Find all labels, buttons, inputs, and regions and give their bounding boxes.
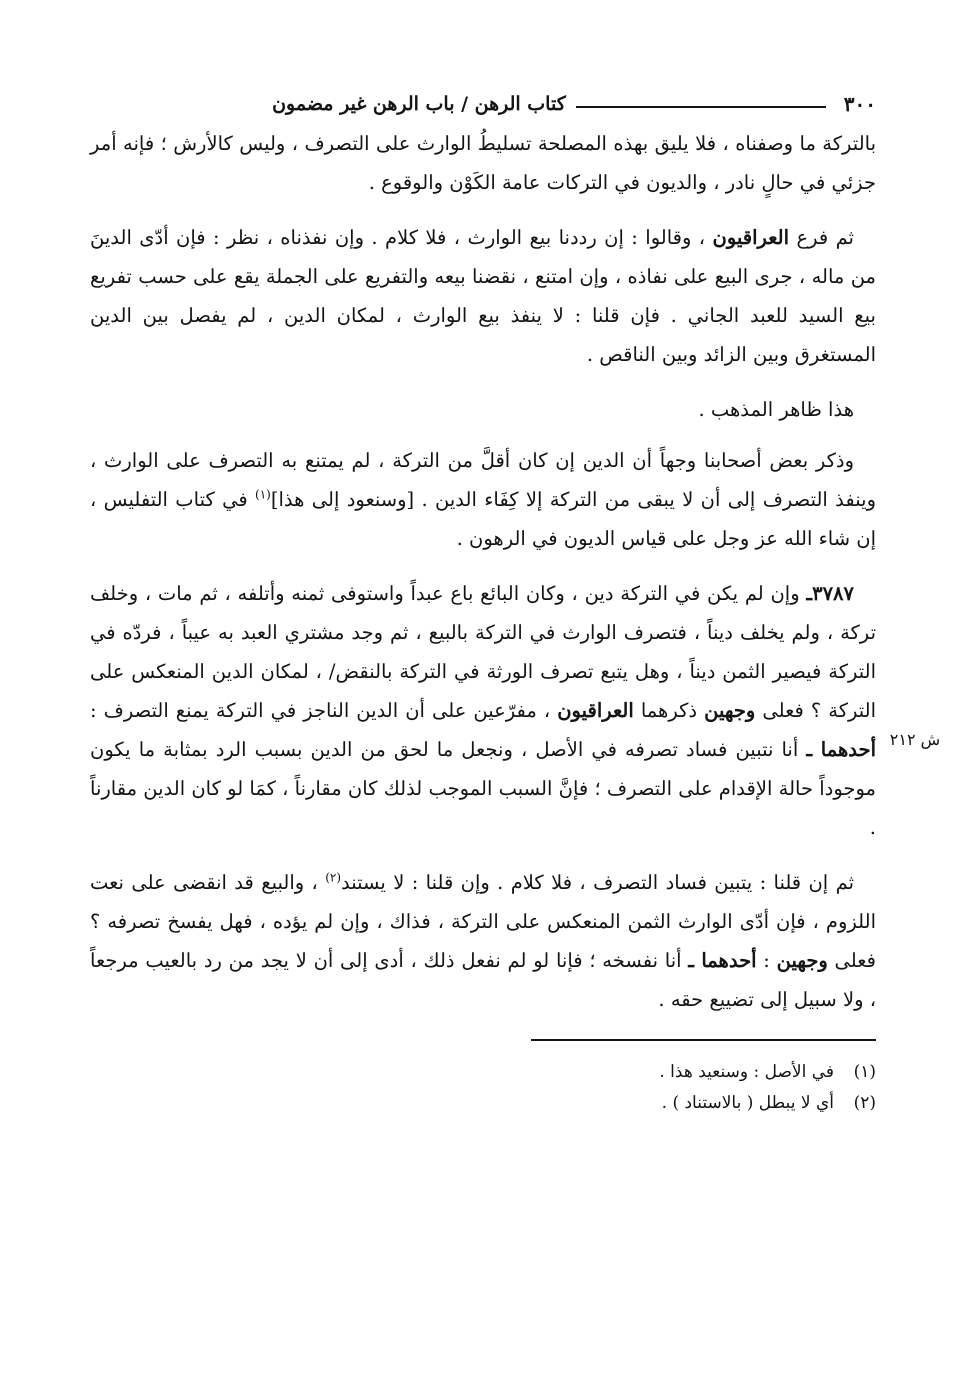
paragraph-text: ذكرهما (633, 699, 705, 722)
footnote-text: في الأصل : وسنعيد هذا . (659, 1062, 834, 1082)
paragraph-5 (90, 574, 876, 847)
bold-term: العراقيون (557, 699, 634, 722)
footnote-ref-1: (١) (255, 487, 271, 502)
paragraph-text: وإن لم يكن في التركة دين ، وكان البائع باع عبداً واستوفى ثمنه وأتلفه ، ثم مات ، وخلف تركة ، ولم يخلف ديناً ، فتصرف الوارث في التركة بالبيع ، ثم وجد مشتري العبد به عيباً ، فردّه في التركة فيصير الثمن ديناً ، وهل يتبع تصرف الورثة في التركة بالنقض/ ، لمكان الدين المنعكس على التركة ؟ فعلى (90, 582, 876, 722)
paragraph-text: في كتاب التفليس ، إن شاء الله عز وجل على قياس الديون في الرهون . (90, 488, 876, 550)
paragraph-3 (90, 390, 876, 429)
bold-term: وجهين (704, 699, 756, 722)
bold-term: العراقيون (712, 226, 790, 249)
footnotes (90, 1057, 876, 1119)
page-number: ٣٠٠ (843, 92, 876, 116)
paragraph-5-wrap (90, 574, 941, 847)
paragraph-text: ، وقالوا : إن رددنا بيع الوارث ، فلا كلام . وإن نفذناه ، نظر : فإن أدّى الدينَ من ماله ، جرى البيع على نفاذه ، وإن امتنع ، نقضنا بيعه والتفريع على الجملة يقع على حسب تفريع بيع السيد للعبد الجاني . فإن قلنا : لا ينفذ بيع الوارث ، لمكان الدين ، لم يفصل بين الدين المستغرق وبين الزائد وبين الناقص . (90, 226, 876, 366)
paragraph-text: هذا ظاهر المذهب . (698, 398, 854, 421)
paragraph-text: ، والبيع قد انقضى على نعت اللزوم ، فإن أدّى الوارث الثمن المنعكس على التركة ، فذاك ، وإن لم يؤده ، فهل يفسخ تصرفه ؟ فعلى (90, 871, 876, 972)
footnote-2 (90, 1088, 876, 1119)
footnote-number: (٢) (853, 1093, 876, 1113)
paragraph-text: ثم إن قلنا : يتبين فساد التصرف ، فلا كلام . وإن قلنا : لا يستند (341, 871, 855, 894)
paragraph-text: : (756, 949, 777, 972)
paragraph-text: ، مفرّعين على أن الدين الناجز في التركة يمنع التصرف : (90, 699, 558, 722)
paragraph-text: أنا نفسخه ؛ فإنا لو لم نفعل ذلك ، أدى إلى أن لا يجد من رد بالعيب مرجعاً ، ولا سبيل إلى تضييع حقه . (90, 949, 876, 1011)
paragraph-2 (90, 218, 876, 374)
page-body (90, 124, 941, 1019)
bold-term: وجهين (776, 949, 828, 972)
margin-note: ش ٢١٢ (889, 730, 941, 749)
paragraph-text: بالتركة ما وصفناه ، فلا يليق بهذه المصلحة تسليطُ الوارث على التصرف ، وليس كالأرش ؛ فإنه أمر جزئي في حالٍ نادر ، والديون في التركات عامة الكَوْن والوقوع . (90, 132, 876, 194)
footnote-ref-2: (٢) (325, 870, 342, 885)
paragraph-4 (90, 441, 876, 558)
footnote-number: (١) (853, 1062, 876, 1082)
header-rule (576, 106, 826, 108)
footnote-1 (90, 1057, 876, 1088)
paragraph-text: أنا نتبين فساد تصرفه في الأصل ، ونجعل ما لحق من الدين بسبب الرد بمثابة ما يكون موجوداً حالة الإقدام على التصرف ؛ فإنَّ السبب الموجب لذلك كان مقارناً ، كمَا لو كان الدين مقارناً . (90, 738, 876, 839)
paragraph-1 (90, 124, 876, 202)
running-title: كتاب الرهن / باب الرهن غير مضمون (272, 93, 566, 115)
footnote-rule (531, 1039, 876, 1041)
paragraph-6 (90, 863, 876, 1019)
paragraph-text: وذكر بعض أصحابنا وجهاً أن الدين إن كان أقلَّ من التركة ، لم يمتنع به التصرف على الوارث ، وينفذ التصرف إلى أن لا يبقى من التركة إلا كِفَاء الدين . [وسنعود إلى هذا] (90, 449, 876, 511)
page-header (90, 84, 876, 124)
paragraph-text: ثم فرع (789, 226, 854, 249)
footnote-text: أي لا يبطل ( بالاستناد ) . (661, 1093, 834, 1113)
bold-term: أحدهما ـ (688, 949, 757, 972)
page (90, 84, 941, 1119)
issue-number: ٣٧٨٧ـ (806, 582, 854, 605)
bold-term: أحدهما ـ (806, 738, 877, 761)
